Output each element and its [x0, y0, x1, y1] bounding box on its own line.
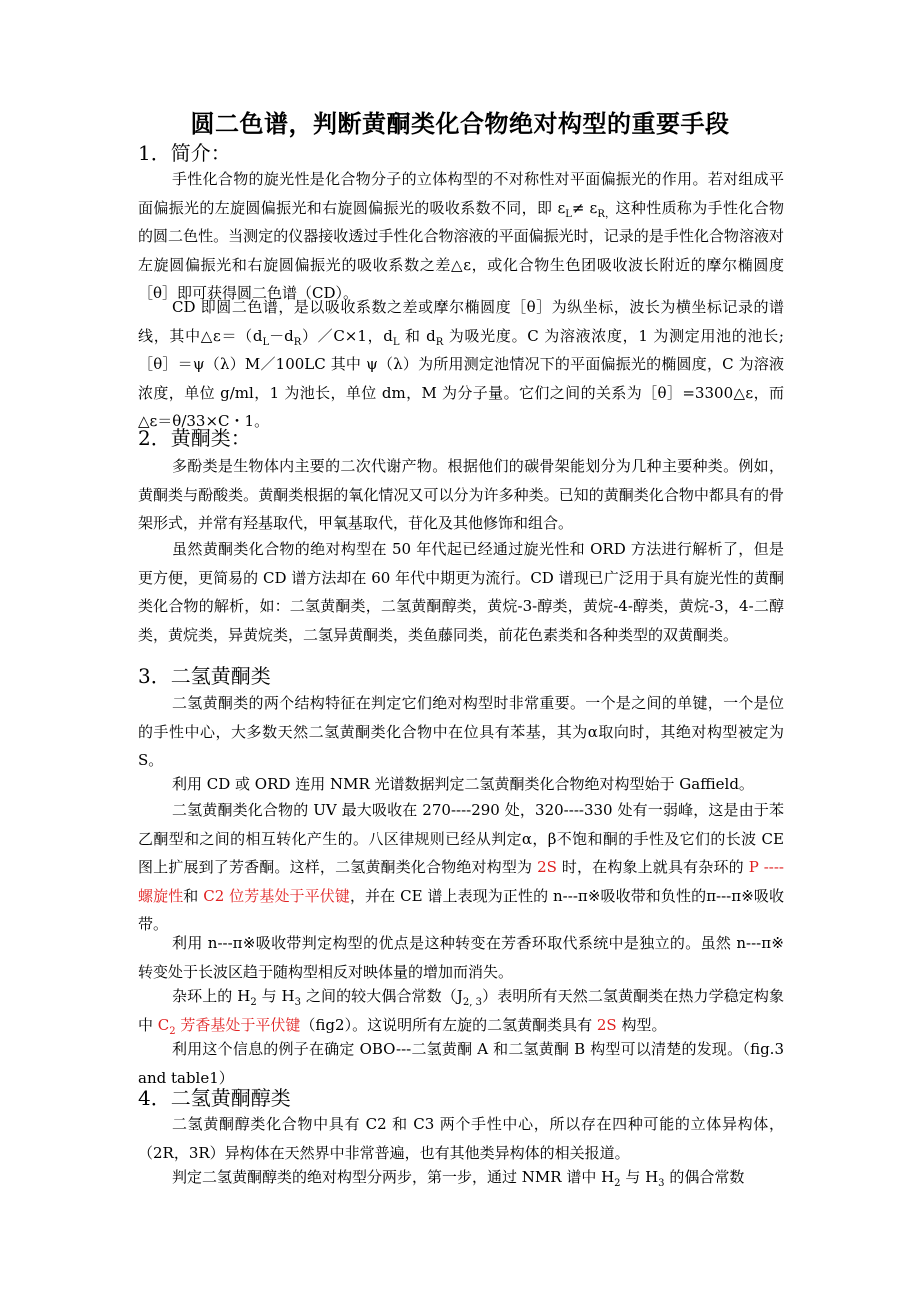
section-4-paragraph-2: 判定二氢黄酮醇类的绝对构型分两步，第一步，通过 NMR 谱中 $H_2$ 与 $H_3$ 的偶合常数	[172, 1168, 745, 1189]
section-2-paragraph-1: 多酚类是生物体内主要的二次代谢产物。根据他们的碳骨架能划分为几种主要种类。例如，黄酮类与酚酸类。黄酮类根据的氧化情况又可以分为许多种类。已知的黄酮类化合物中都具有的骨架形式，并常有羟基取代，甲氧基取代，苷化及其他修饰和组合。	[138, 457, 784, 532]
section-3-paragraph-3: 二氢黄酮类化合物的 UV 最大吸收在 270----290 处，320----330 处有一弱峰，这是由于苯乙酮型和之间的相互转化产生的。八区律规则已经从判定α，β不饱和酮的手性及它们的长波 CE 图上扩展到了芳香酮。这样，二氢黄酮类化合物绝对构型为 2S 时，在构象上就具有杂环的 P ----螺旋性和 C2 位芳基处于平伏键，并在 CE 谱上表现为正性的 n---π※吸收带和负性的π---π※吸收带。	[138, 801, 784, 933]
highlight-p-helicity: P ----螺旋性	[138, 858, 784, 905]
highlight-c2-equatorial: C2 位芳基处于平伏键	[203, 886, 350, 905]
section-3-paragraph-6: 利用这个信息的例子在确定 OBO---二氢黄酮 A 和二氢黄酮 B 构型可以清楚的发现。（fig.3 and table1）	[138, 1040, 784, 1087]
section-2-paragraph-2: 虽然黄酮类化合物的绝对构型在 50 年代起已经通过旋光性和 ORD 方法进行解析了，但是更方便，更简易的 CD 谱方法却在 60 年代中期更为流行。CD 谱现已广泛用于具有旋光性的黄酮类化合物的解析，如：二氢黄酮类，二氢黄酮醇类，黄烷-3-醇类，黄烷-4-醇类，黄烷-3，4-二醇类，黄烷类，异黄烷类，二氢异黄酮类，类鱼藤同类，前花色素类和各种类型的双黄酮类。	[138, 540, 784, 644]
page-title: 圆二色谱，判断黄酮类化合物绝对构型的重要手段	[190, 109, 730, 138]
section-3-heading: 3．二氢黄酮类	[138, 664, 271, 688]
section-1-paragraph-1: 手性化合物的旋光性是化合物分子的立体构型的不对称性对平面偏振光的作用。若对组成平面偏振光的左旋圆偏振光和右旋圆偏振光的吸收系数不同，即 $\varepsilon_L\ne \varepsilon_{R,}$这种性质称为手性化合物的圆二色性。当测定的仪器接收透过手性化合物溶液的平面偏振光时，记录的是手性化合物溶液对左旋圆偏振光和右旋圆偏振光的吸收系数之差△ε，或化合物生色团吸收波长附近的摩尔椭圆度［θ］即可获得圆二色谱（CD）。	[138, 170, 785, 302]
section-3-paragraph-5: 杂环上的 $H_2$ 与 $H_3$ 之间的较大偶合常数$(J_{2, 3})$表明所有天然二氢黄酮类在热力学稳定构象中 $C_2$ 芳香基处于平伏键（fig2）。这说明所有左旋的二氢黄酮类具有 2S 构型。	[138, 987, 784, 1037]
section-3-paragraph-1: 二氢黄酮类的两个结构特征在判定它们绝对构型时非常重要。一个是之间的单键，一个是位的手性中心，大多数天然二氢黄酮类化合物中在位具有苯基，其为α取向时，其绝对构型被定为 S。	[138, 694, 784, 769]
highlight-2s: 2S	[537, 858, 557, 876]
section-1-paragraph-2: CD 即圆二色谱，是以吸收系数之差或摩尔椭圆度［θ］为纵坐标，波长为横坐标记录的谱线，其中$\triangle\varepsilon=(d_L-d_R)/C\times 1$，$d_L$ 和 $d_R$ 为吸光度。C 为溶液浓度，1 为测定用池的池长;［θ］＝ψ（λ）M／100LC 其中 ψ（λ）为所用测定池情况下的平面偏振光的椭圆度，C 为溶液浓度，单位 g/ml，1 为池长，单位 dm，M 为分子量。它们之间的关系为［θ］=3300△ε，而△ε＝θ/33×C・1。	[138, 298, 784, 430]
section-1-heading: 1．简介：	[138, 141, 231, 165]
section-3-paragraph-4: 利用 n---π※吸收带判定构型的优点是这种转变在芳香环取代系统中是独立的。虽然 n---π※转变处于长波区趋于随构型相反对映体量的增加而消失。	[138, 934, 784, 981]
section-4-heading: 4．二氢黄酮醇类	[138, 1086, 291, 1110]
section-3-paragraph-2: 利用 CD 或 ORD 连用 NMR 光谱数据判定二氢黄酮类化合物绝对构型始于 Gaffield。	[172, 775, 754, 793]
section-2-heading: 2．黄酮类：	[138, 426, 251, 450]
highlight-2s-config: 2S	[596, 1015, 617, 1034]
highlight-c2: $C_2$ 芳香基处于平伏键	[157, 1015, 301, 1037]
section-4-paragraph-1: 二氢黄酮醇类化合物中具有 C2 和 C3 两个手性中心，所以存在四种可能的立体异构体，（2R，3R）异构体在天然界中非常普遍，也有其他类异构体的相关报道。	[138, 1115, 784, 1162]
